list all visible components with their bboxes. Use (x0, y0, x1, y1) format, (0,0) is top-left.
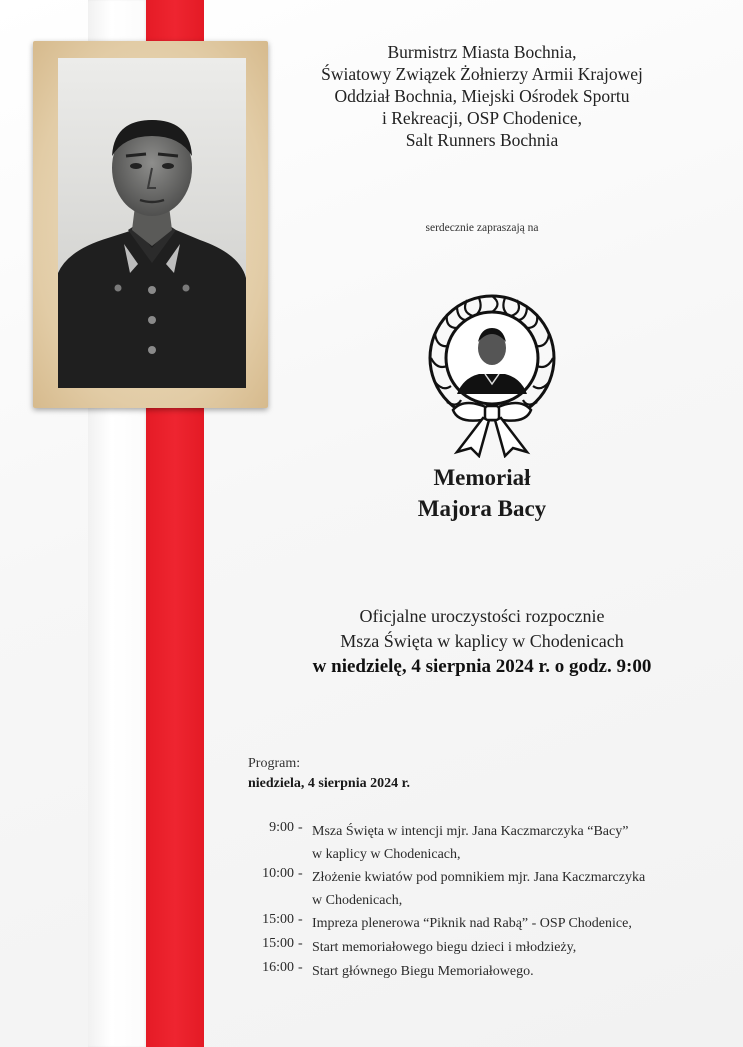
schedule-line: Msza Święta w intencji mjr. Jana Kaczmarczyka “Bacy” (312, 824, 629, 839)
schedule-line: w Chodenicach, (312, 893, 403, 908)
schedule-time: 16:00 (262, 960, 294, 975)
memorial-title-line1: Memoriał (433, 465, 531, 490)
schedule-separator: - (298, 820, 303, 835)
schedule-item (250, 936, 720, 960)
schedule-description (312, 912, 732, 935)
schedule-separator: - (298, 960, 303, 975)
schedule-description (312, 820, 732, 866)
organizers-block (268, 41, 696, 151)
organizer-line: Światowy Związek Żołnierzy Armii Krajowej (321, 64, 643, 84)
schedule-time: 15:00 (262, 912, 294, 927)
portrait-photo (58, 58, 246, 388)
schedule-separator: - (298, 936, 303, 951)
schedule-item (250, 866, 720, 912)
program-label: Program: (248, 756, 301, 771)
organizer-line: Salt Runners Bochnia (405, 130, 559, 150)
memorial-title-line2: Majora Bacy (417, 496, 547, 521)
schedule-line: w kaplicy w Chodenicach, (312, 847, 461, 862)
schedule-line: Impreza plenerowa “Piknik nad Rabą” - OSP Chodenice, (312, 916, 632, 931)
schedule-line: Start głównego Biegu Memoriałowego. (312, 964, 534, 979)
program-date: niedziela, 4 sierpnia 2024 r. (248, 776, 411, 791)
ceremony-line1: Oficjalne uroczystości rozpocznie (359, 606, 605, 626)
ceremony-datetime: w niedzielę, 4 sierpnia 2024 r. o godz. 9:00 (312, 656, 652, 677)
organizer-line: Burmistrz Miasta Bochnia, (387, 42, 577, 62)
memorial-title (268, 462, 696, 524)
schedule-time: 10:00 (262, 866, 294, 881)
schedule-time: 15:00 (262, 936, 294, 951)
ceremony-line2: Msza Święta w kaplicy w Chodenicach (340, 631, 624, 651)
portrait-icon (58, 58, 246, 388)
schedule-item (250, 820, 720, 866)
wreath-with-bow-icon (413, 286, 571, 458)
schedule-description (312, 936, 732, 959)
ceremony-announcement (258, 604, 706, 679)
organizer-line: i Rekreacji, OSP Chodenice, (381, 108, 583, 128)
schedule-description (312, 960, 732, 983)
organizer-line: Oddział Bochnia, Miejski Ośrodek Sportu (334, 86, 630, 106)
schedule-line: Start memoriałowego biegu dzieci i młodzieży, (312, 940, 577, 955)
schedule-item (250, 912, 720, 936)
schedule-item (250, 960, 720, 984)
invitation-text: serdecznie zapraszają na (425, 222, 539, 234)
schedule-separator: - (298, 866, 303, 881)
schedule-description (312, 866, 732, 912)
schedule-separator: - (298, 912, 303, 927)
schedule-time: 9:00 (269, 820, 294, 835)
schedule-line: Złożenie kwiatów pod pomnikiem mjr. Jana Kaczmarczyka (312, 870, 646, 885)
program-schedule (250, 820, 720, 984)
